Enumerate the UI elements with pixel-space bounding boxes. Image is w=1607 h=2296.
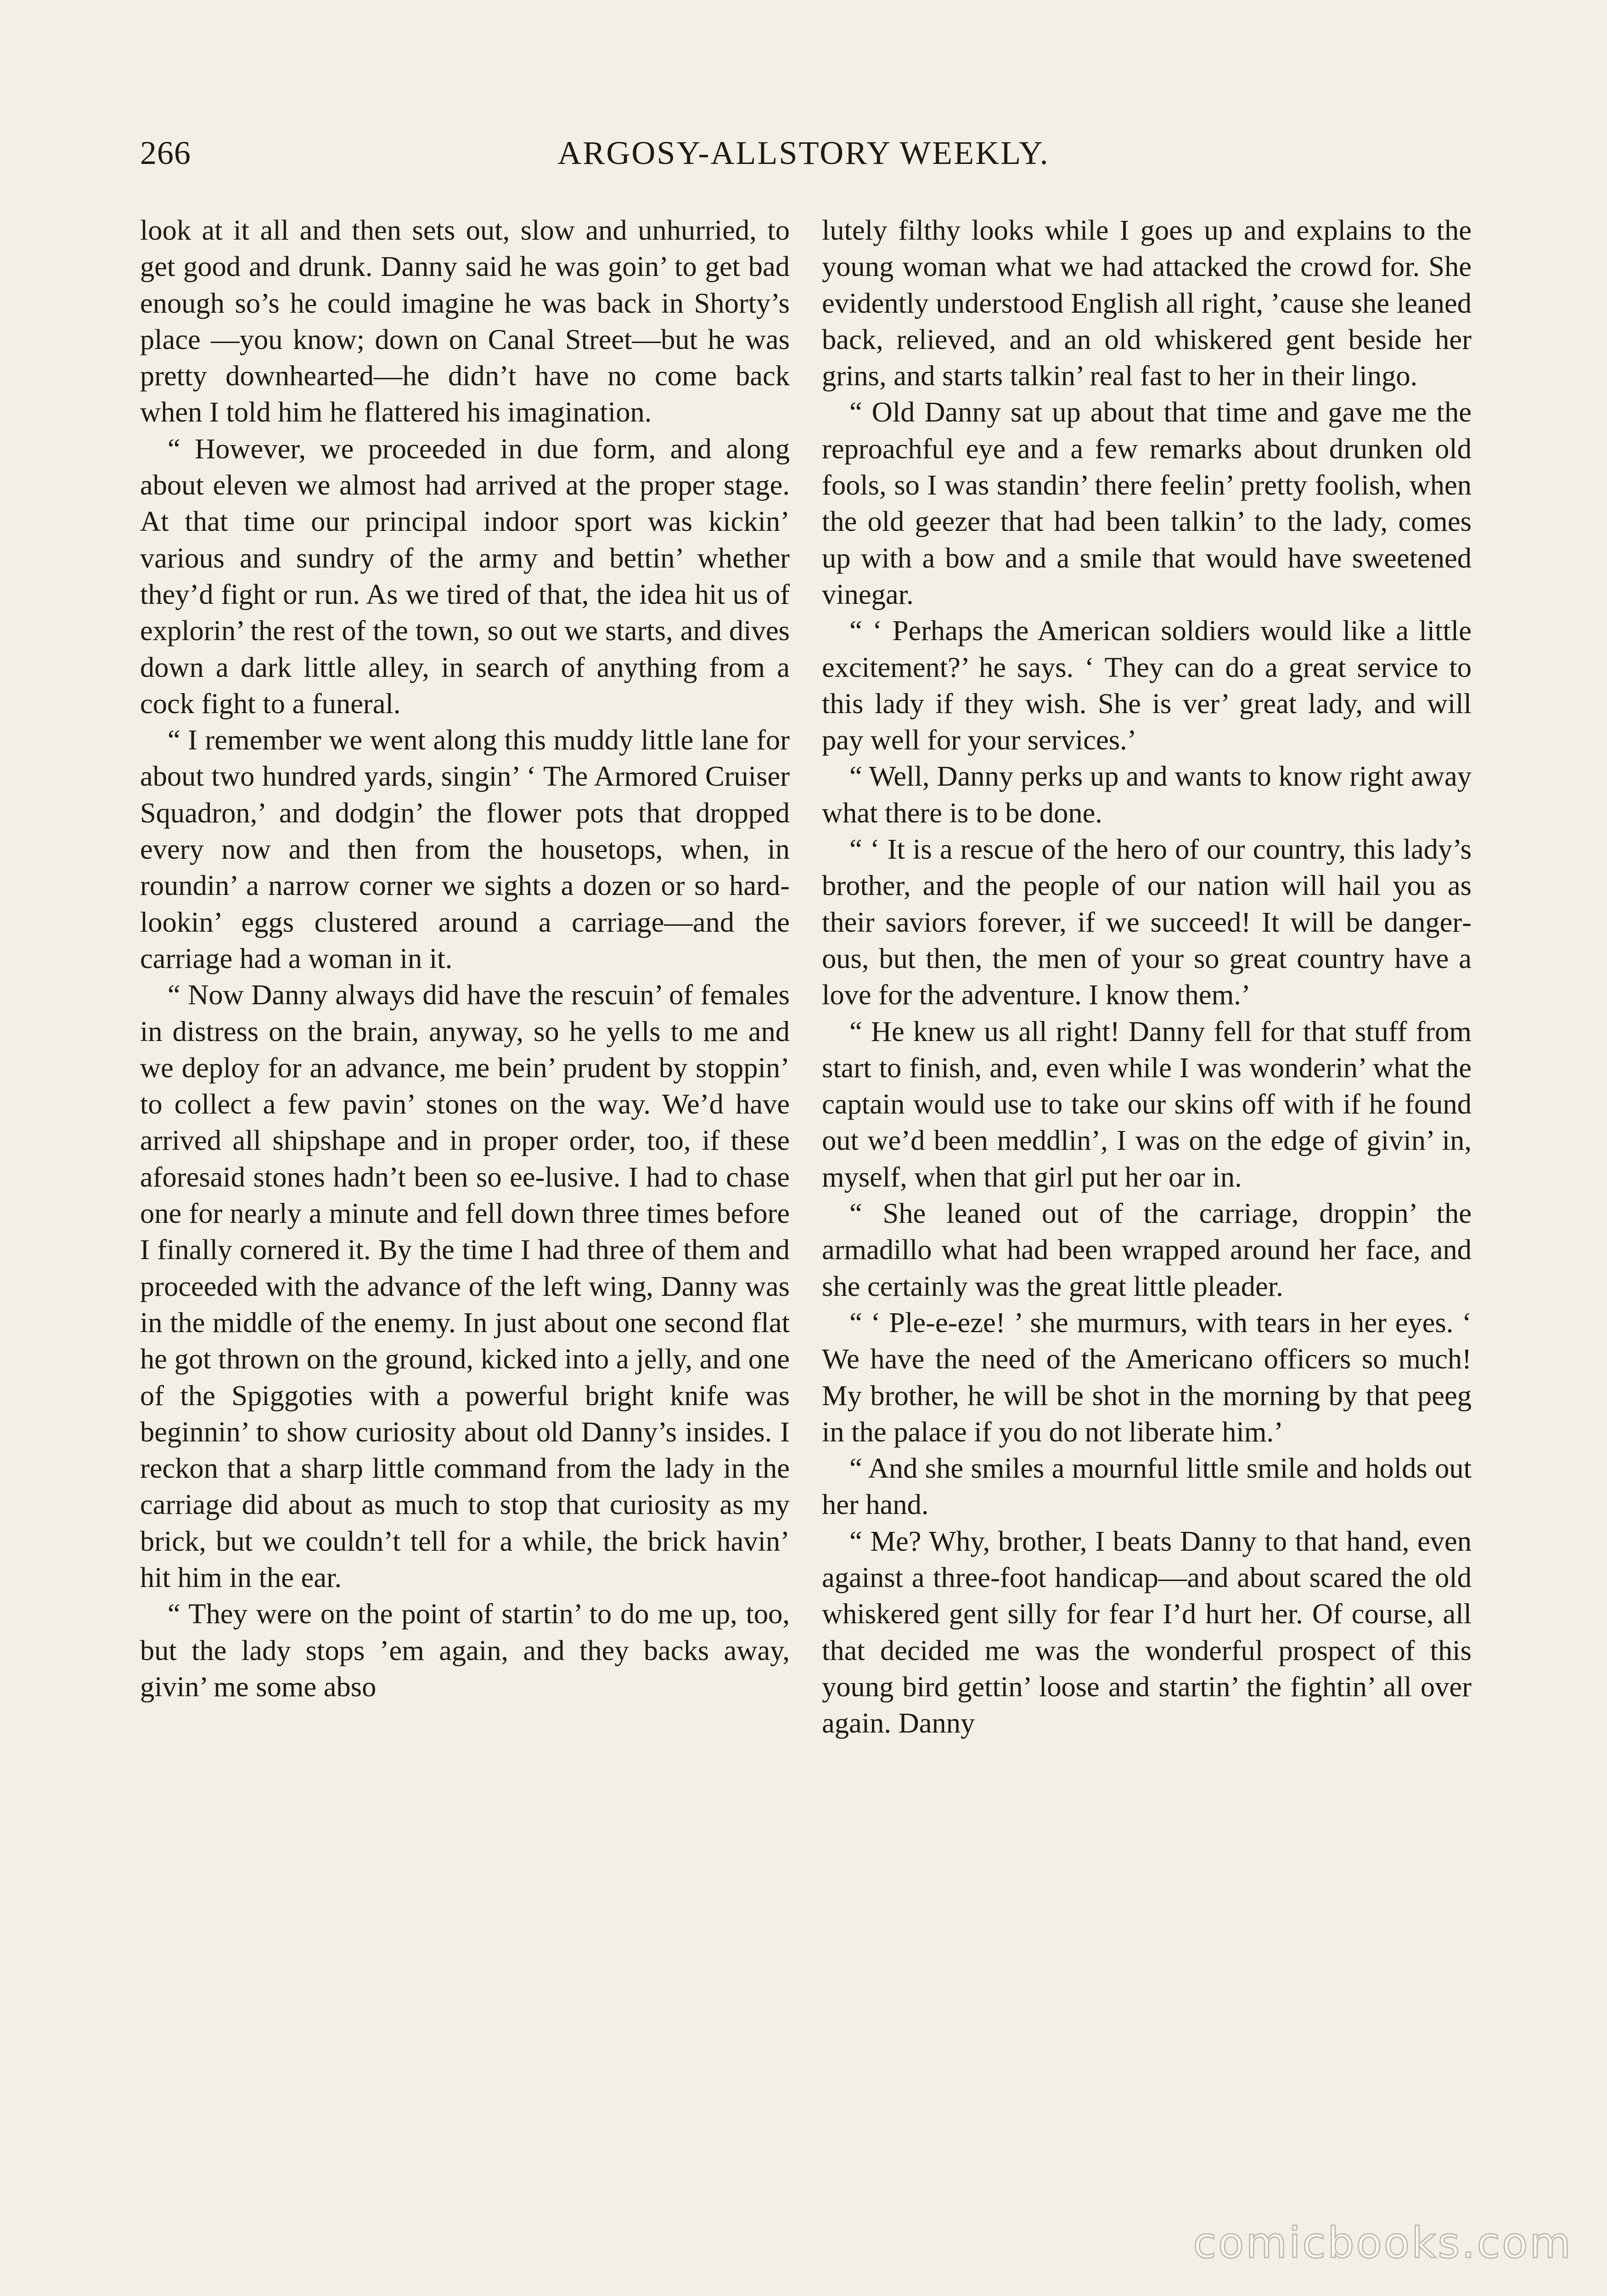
- paragraph: “ Old Danny sat up about that time and gave me the reproachful eye and a few remarks about drunken old fools, so I was standin’ there feelin’ pretty foolish, when the old geezer that had been talkin’ to the lady, comes up with a bow and a smile that would have sweetened vinegar.: [822, 396, 1472, 610]
- running-title: ARGOSY-ALLSTORY WEEKLY.: [557, 135, 1050, 171]
- left-column: [140, 212, 790, 1705]
- paragraph: “ And she smiles a mournful little smile and holds out her hand.: [822, 1452, 1472, 1521]
- paragraph: “ ‘ It is a rescue of the hero of our country, this lady’s brother, and the people of our nation will hail you as their saviors forever, if we succeed! It will be dangerous, but then, the men of your so great country have a love for the adventure. I know them.’: [822, 833, 1472, 1011]
- paragraph: “ However, we proceeded in due form, and along about eleven we almost had arrived at the proper stage. At that time our principal indoor sport was kickin’ various and sundry of the army and bettin’ whether they’d fight or run. As we tired of that, the idea hit us of explorin’ the rest of the town, so out we starts, and dives down a dark little alley, in search of anything from a cock fight to a funeral.: [140, 432, 790, 720]
- page-header: [140, 134, 1467, 185]
- paragraph: “ ‘ Ple-e-eze! ’ she murmurs, with tears in her eyes. ‘ We have the need of the Americano officers so much! My brother, he will be shot in the morning by that peeg in the palace if you do not liberate him.’: [822, 1306, 1472, 1448]
- paragraph: “ ‘ Perhaps the American soldiers would like a little excitement?’ he says. ‘ They can do a great service to this lady if they wish. She is ver’ great lady, and will pay well for your services.’: [822, 614, 1472, 756]
- right-column: [822, 212, 1472, 1741]
- paragraph: “ Me? Why, brother, I beats Danny to that hand, even against a three-foot handicap—and about scared the old whiskered gent silly for fear I’d hurt her. Of course, all that decided me was the wonderful prospect of this young bird gettin’ loose and startin’ the fightin’ all over again. Danny: [822, 1525, 1472, 1739]
- paragraph: look at it all and then sets out, slow and unhurried, to get good and drunk. Danny said he was goin’ to get bad enough so’s he could imagine he was back in Shorty’s place —you know; down on Canal Street—but he was pretty downhearted—he didn’t have no come back when I told him he flattered his imagination.: [140, 214, 790, 428]
- page-number: 266: [140, 135, 191, 171]
- paragraph: “ He knew us all right! Danny fell for that stuff from start to finish, and, even while I was wonderin’ what the captain would use to take our skins off with if he found out we’d been meddlin’, I was on the edge of givin’ in, myself, when that girl put her oar in.: [822, 1015, 1472, 1193]
- paragraph: “ They were on the point of startin’ to do me up, too, but the lady stops ’em again, and they backs away, givin’ me some abso: [140, 1598, 790, 1703]
- paragraph: “ Well, Danny perks up and wants to know right away what there is to be done.: [822, 760, 1472, 829]
- watermark: comicbooks.com: [1193, 2218, 1573, 2268]
- paragraph: lutely filthy looks while I goes up and explains to the young woman what we had attacked the crowd for. She evidently understood English all right, ’cause she leaned back, relieved, and an old whiskered gent beside her grins, and starts talkin’ real fast to her in their lingo.: [822, 214, 1472, 392]
- paragraph: “ I remember we went along this muddy little lane for about two hundred yards, singin’ ‘ The Armored Cruiser Squadron,’ and dodgin’ the flower pots that dropped every now and then from the housetops, when, in roundin’ a narrow corner we sights a dozen or so hard-lookin’ eggs clustered around a carriage—and the carriage had a woman in it.: [140, 724, 790, 974]
- paragraph: “ She leaned out of the carriage, droppin’ the armadillo what had been wrapped around her face, and she certainly was the great little pleader.: [822, 1197, 1472, 1302]
- paragraph: “ Now Danny always did have the rescuin’ of females in distress on the brain, anyway, so he yells to me and we deploy for an advance, me bein’ prudent by stoppin’ to collect a few pavin’ stones on the way. We’d have arrived all shipshape and in proper order, too, if these aforesaid stones hadn’t been so ee-lusive. I had to chase one for nearly a minute and fell down three times before I finally cornered it. By the time I had three of them and proceeded with the advance of the left wing, Danny was in the middle of the enemy. In just about one second flat he got thrown on the ground, kicked into a jelly, and one of the Spiggoties with a powerful bright knife was beginnin’ to show curiosity about old Danny’s insides. I reckon that a sharp little command from the lady in the carriage did about as much to stop that curiosity as my brick, but we couldn’t tell for a while, the brick havin’ hit him in the ear.: [140, 979, 790, 1593]
